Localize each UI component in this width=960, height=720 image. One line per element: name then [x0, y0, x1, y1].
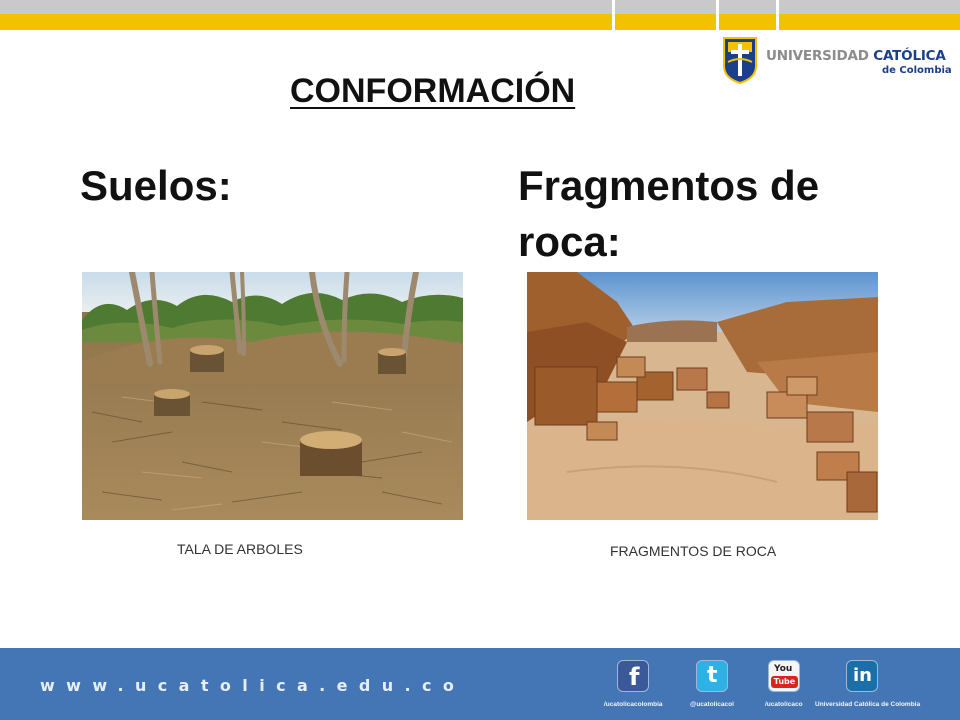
website-url[interactable]: www.ucatolica.edu.co — [40, 676, 466, 695]
youtube-icon[interactable]: You Tube — [768, 660, 800, 692]
linkedin-icon[interactable]: in — [846, 660, 878, 692]
rock-fragments-heading: Fragmentos de roca: — [518, 162, 820, 265]
slide-title: CONFORMACIÓN — [290, 72, 576, 110]
twitter-icon[interactable]: t — [696, 660, 728, 692]
footer-bar — [0, 648, 960, 720]
right-photo-caption: FRAGMENTOS DE ROCA — [610, 543, 777, 559]
shield-logo-icon — [722, 36, 758, 84]
logo-university-text: UNIVERSIDAD — [766, 48, 869, 64]
logo-catolica-text: CATÓLICA — [873, 48, 946, 64]
facebook-icon[interactable]: f — [617, 660, 649, 692]
logo-wordmark — [766, 48, 946, 64]
logo-subtitle: de Colombia — [882, 65, 952, 76]
facebook-label: /ucatolicacolombia — [604, 701, 663, 708]
rock-fragments-photo — [527, 272, 878, 520]
university-logo — [720, 36, 950, 88]
top-accent-bar — [0, 0, 960, 30]
youtube-label: /ucatolicaco — [765, 701, 803, 708]
soils-heading: Suelos: — [80, 162, 232, 209]
twitter-label: @ucatolicacol — [690, 701, 734, 708]
tree-felling-photo — [82, 272, 463, 520]
linkedin-link[interactable] — [807, 660, 921, 718]
left-photo-caption: TALA DE ARBOLES — [177, 541, 303, 557]
linkedin-label: Universidad Católica de Colombia — [815, 701, 921, 708]
